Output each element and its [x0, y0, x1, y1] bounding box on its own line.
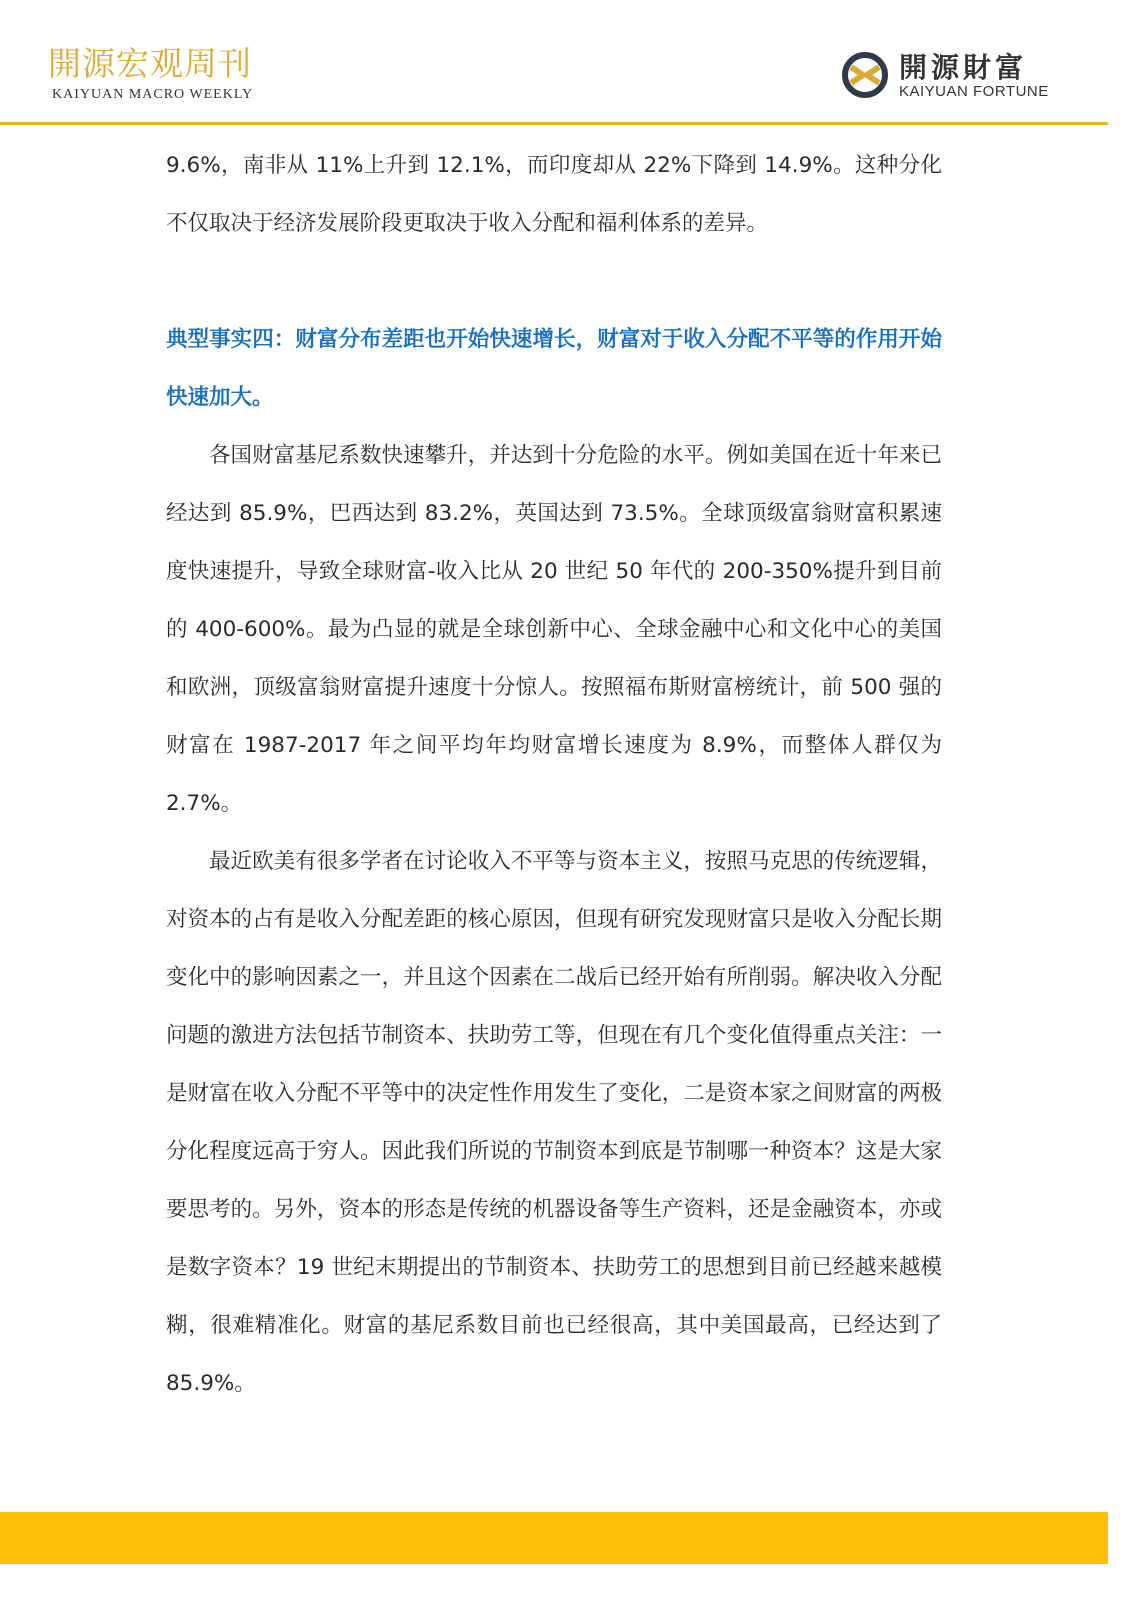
paragraph-capital-discussion: 最近欧美有很多学者在讨论收入不平等与资本主义，按照马克思的传统逻辑，对资本的占有是收入分配差距的核心原因，但现有研究发现财富只是收入分配长期变化中的影响因素之一，并且这个因素在二战后已经开始有所削弱。解决收入分配问题的激进方法包括节制资本、扶助劳工等，但现在有几个变化值得重点关注：一是财富在收入分配不平等中的决定性作用发生了变化，二是资本家之间财富的两极分化程度远高于穷人。因此我们所说的节制资本到底是节制哪一种资本？这是大家要思考的。另外，资本的形态是传统的机器设备等生产资料，还是金融资本，亦或是数字资本？19 世纪末期提出的节制资本、扶助劳工的思想到目前已经越来越模糊，很难精准化。财富的基尼系数目前也已经很高，其中美国最高，已经达到了 85.9%。 [166, 849, 942, 1396]
article-body [166, 137, 942, 1413]
brand-name-english: KAIYUAN FORTUNE [899, 83, 1049, 100]
section-heading: 典型事实四：财富分布差距也开始快速增长，财富对于收入分配不平等的作用开始快速加大。 [166, 327, 942, 410]
brand-name: 開源財富 [899, 51, 1028, 84]
header-divider [0, 122, 1108, 125]
publication-title: 開源宏观周刊 [48, 44, 252, 83]
brand-logo-block [841, 46, 1071, 106]
paragraph-wealth-gini: 各国财富基尼系数快速攀升，并达到十分危险的水平。例如美国在近十年来已经达到 85.9%，巴西达到 83.2%，英国达到 73.5%。全球顶级富翁财富积累速度快速提升，导致全球财富-收入比从 20 世纪 50 年代的 200-350%提升到目前的 400-600%。最为凸显的就是全球创新中心、全球金融中心和文化中心的美国和欧洲，顶级富翁财富提升速度十分惊人。按照福布斯财富榜统计，前 500 强的财富在 1987-2017 年之间平均年均财富增长速度为 8.9%，而整体人群仅为 2.7%。 [166, 443, 942, 816]
kaiyuan-logo-icon [841, 51, 889, 99]
publication-subtitle: KAIYUAN MACRO WEEKLY [52, 87, 254, 102]
page-header [0, 0, 1131, 126]
section-spacer [166, 253, 942, 311]
footer-bar [0, 1512, 1108, 1564]
paragraph-continued: 9.6%，南非从 11%上升到 12.1%，而印度却从 22%下降到 14.9%。这种分化不仅取决于经济发展阶段更取决于收入分配和福利体系的差异。 [166, 153, 942, 236]
